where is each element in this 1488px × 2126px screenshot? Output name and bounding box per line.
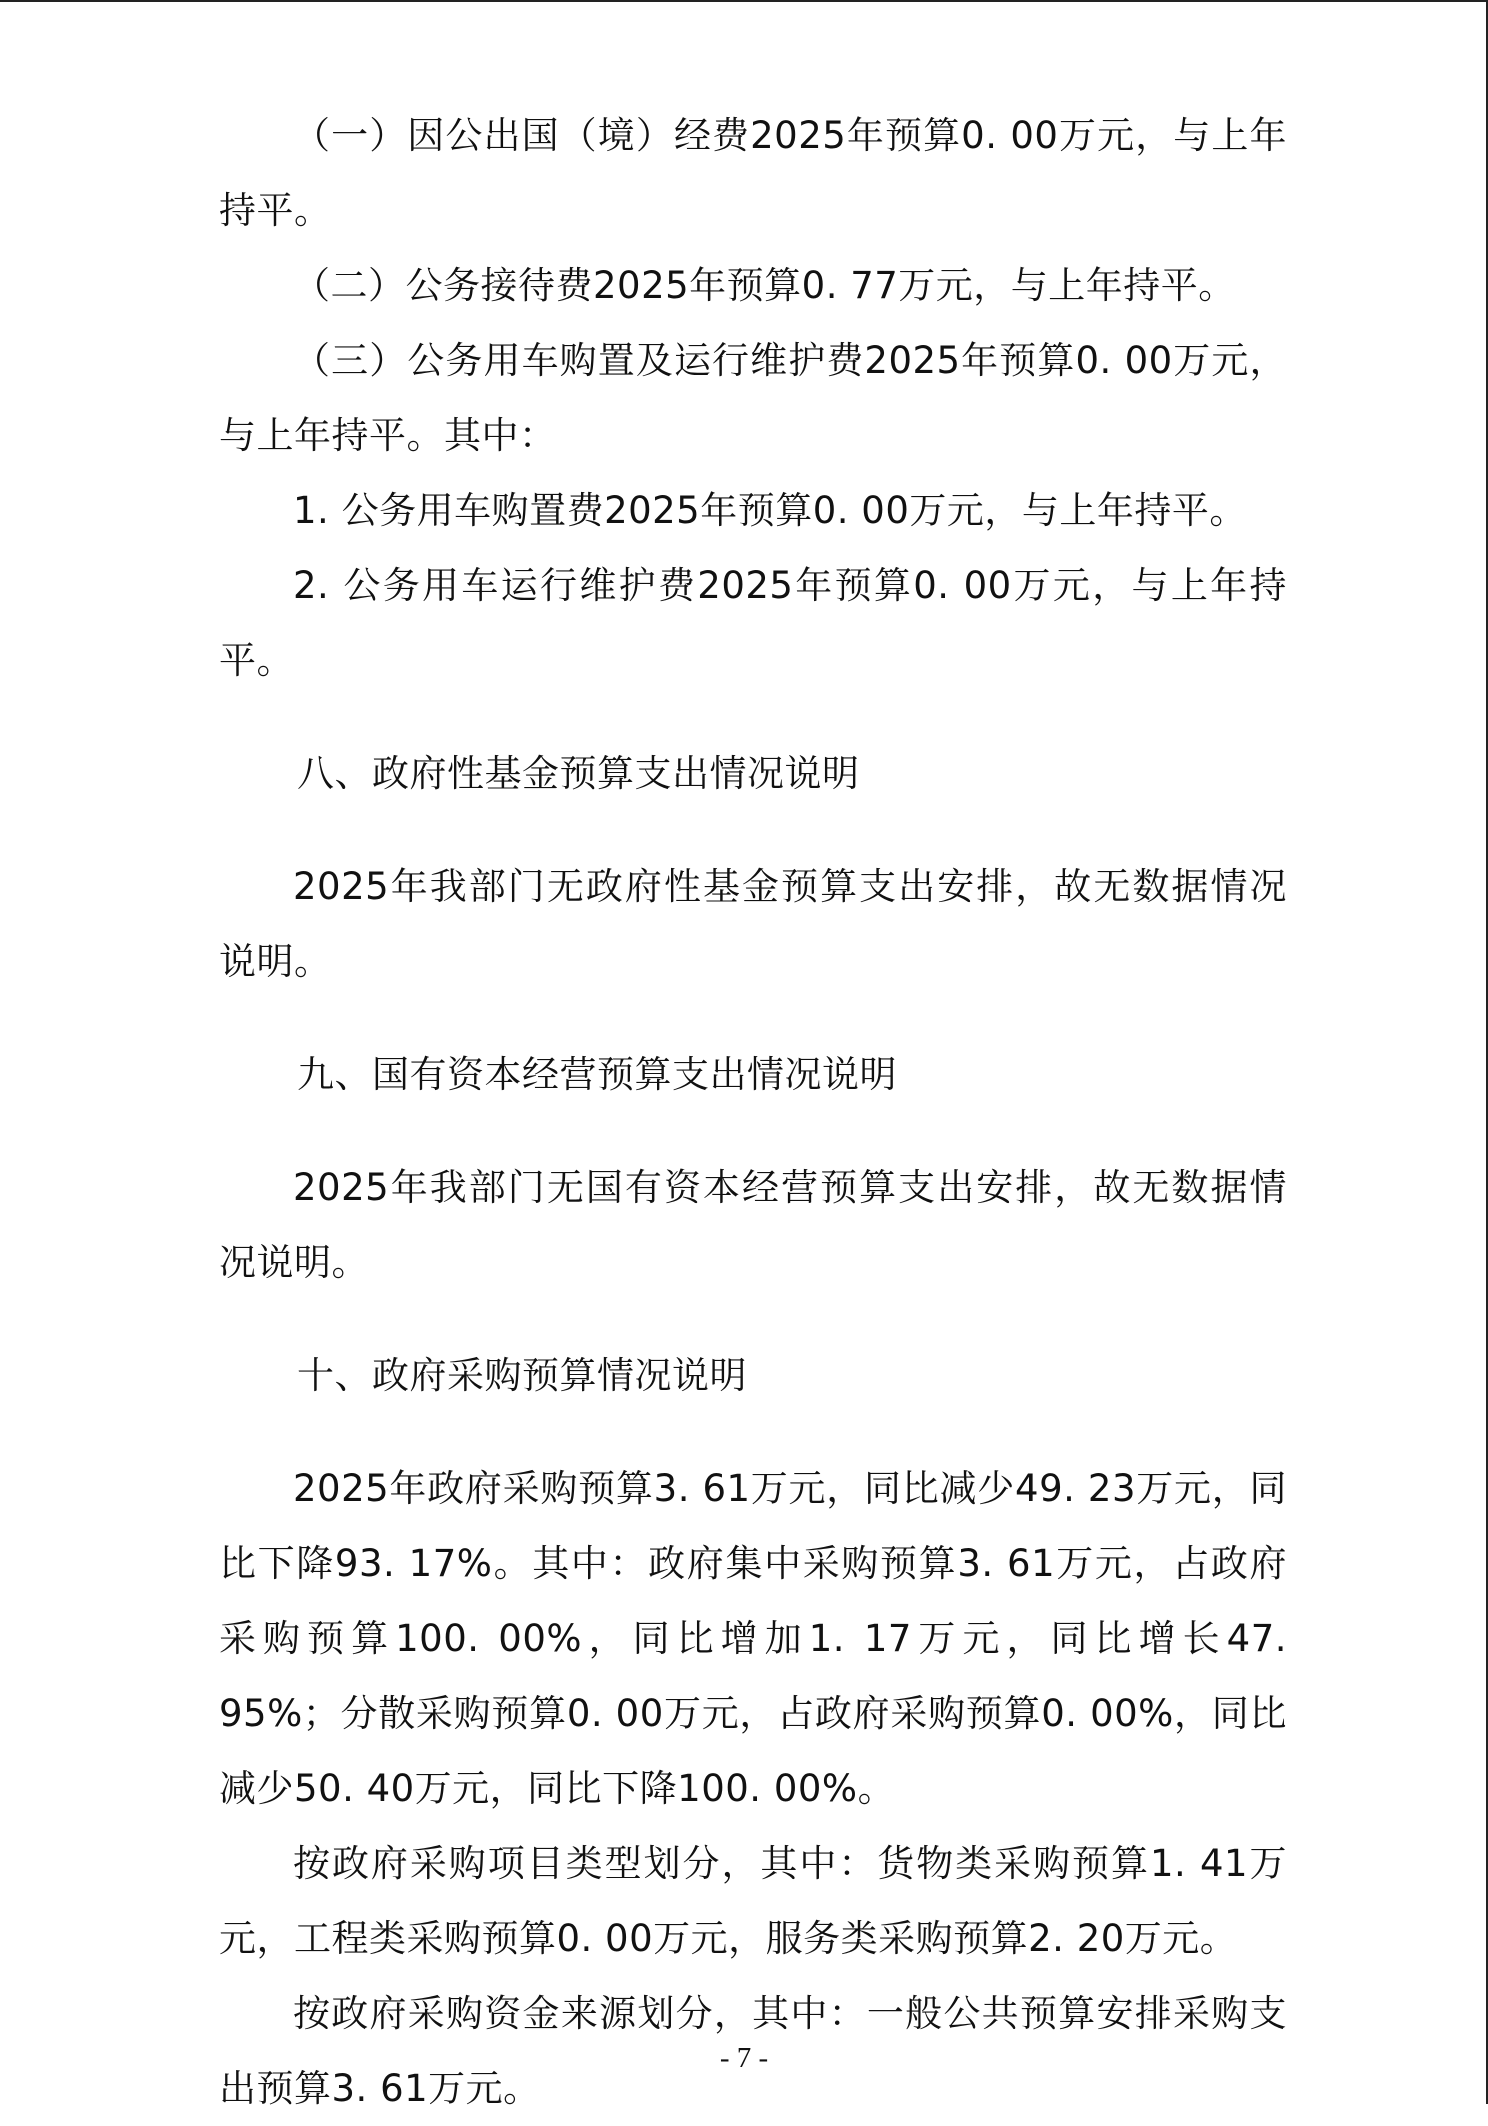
paragraph-vehicle-maintenance: 2. 公务用车运行维护费2025年预算0. 00万元，与上年持平。 bbox=[219, 564, 1287, 682]
section-8-body: 2025年我部门无政府性基金预算支出安排，故无数据情况说明。 bbox=[219, 865, 1287, 983]
section-10-procurement-summary: 2025年政府采购预算3. 61万元，同比减少49. 23万元，同比下降93. 17%。其中：政府集中采购预算3. 61万元，占政府采购预算100. 00%，同比增加1. 17万元，同比增长47. 95%；分散采购预算0. 00万元，占政府采购预算0. 00%，同比减少50. 40万元，同比下降100. 00%。 bbox=[219, 1467, 1287, 1810]
section-8-heading: 八、政府性基金预算支出情况说明 bbox=[297, 752, 860, 795]
paragraph-overseas-expense: （一）因公出国（境）经费2025年预算0. 00万元，与上年持平。 bbox=[219, 114, 1287, 232]
page-border-top bbox=[0, 0, 1488, 2]
paragraph-reception-expense: （二）公务接待费2025年预算0. 77万元，与上年持平。 bbox=[293, 264, 1236, 307]
paragraph-vehicle-expense: （三）公务用车购置及运行维护费2025年预算0. 00万元，与上年持平。其中： bbox=[219, 339, 1287, 457]
section-10-by-fund-source: 按政府采购资金来源划分，其中：一般公共预算安排采购支出预算3. 61万元。 bbox=[219, 1992, 1287, 2110]
section-10-heading: 十、政府采购预算情况说明 bbox=[297, 1354, 747, 1397]
page-number: - 7 - bbox=[719, 2042, 769, 2074]
section-9-body: 2025年我部门无国有资本经营预算支出安排，故无数据情况说明。 bbox=[219, 1166, 1287, 1284]
section-10-by-project-type: 按政府采购项目类型划分，其中：货物类采购预算1. 41万元，工程类采购预算0. 00万元，服务类采购预算2. 20万元。 bbox=[219, 1842, 1287, 1960]
paragraph-vehicle-purchase: 1. 公务用车购置费2025年预算0. 00万元，与上年持平。 bbox=[293, 489, 1247, 532]
section-9-heading: 九、国有资本经营预算支出情况说明 bbox=[297, 1053, 897, 1096]
document-body bbox=[219, 98, 1287, 2126]
